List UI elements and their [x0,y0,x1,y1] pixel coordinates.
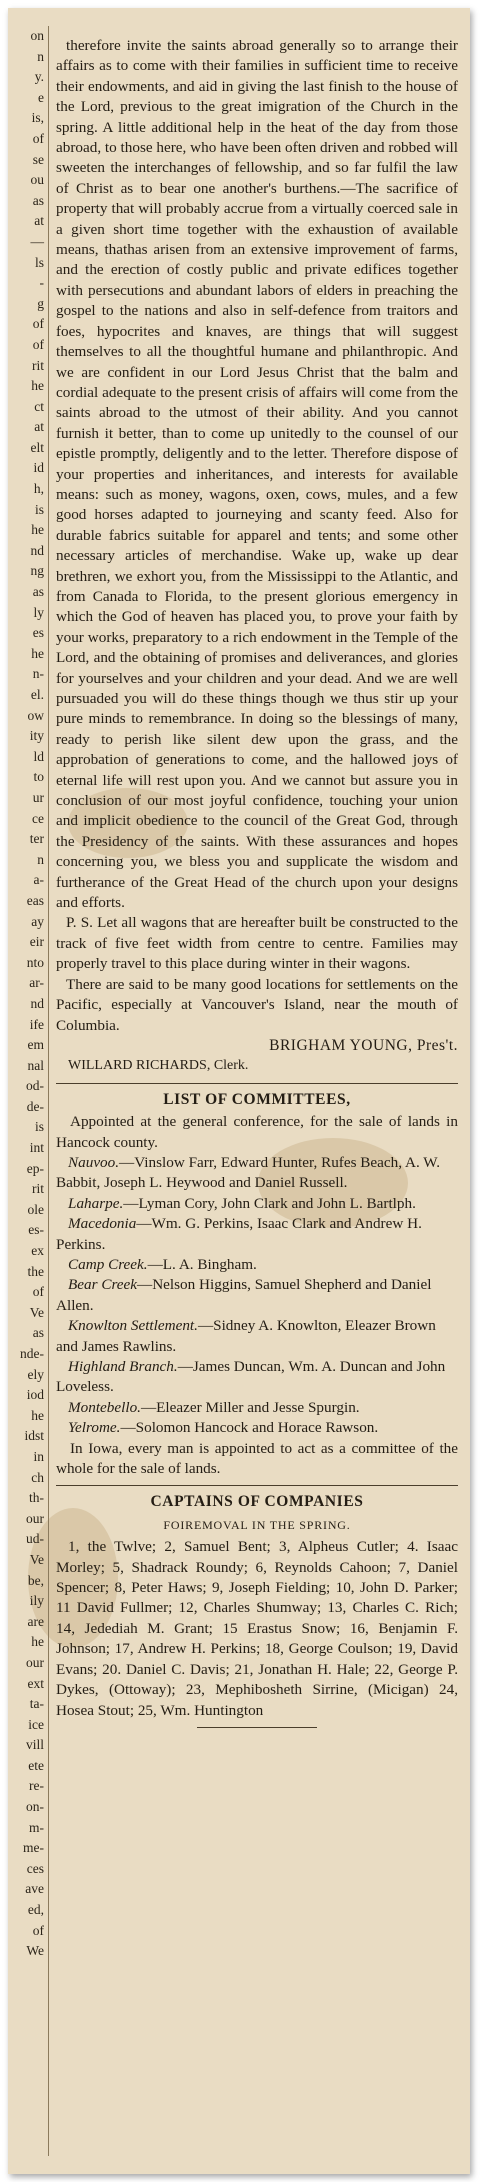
committee-place: Bear Creek [68,1276,138,1294]
margin-fragment: of [32,1284,44,1300]
committee-place: Yelrome. [68,1419,121,1437]
margin-fragment: g [37,295,44,311]
committee-entry [56,1275,458,1316]
margin-fragment: vill [25,1737,44,1753]
signature-clerk: WILLARD RICHARDS, Clerk. [68,1058,249,1074]
margin-fragment: ld [33,748,44,764]
margin-fragment: ar- [29,975,44,991]
margin-fragment: id [33,460,44,476]
margin-fragment: ls [34,254,44,270]
margin-fragment: nto [26,954,44,970]
margin-fragment: ta- [29,1696,44,1712]
committee-members: —James Duncan, Wm. A. Duncan and John Loveless. [56,1358,446,1396]
margin-fragment: are [27,1613,44,1629]
committee-entry [56,1255,458,1275]
margin-fragment: at [34,213,44,229]
margin-fragment: iod [26,1387,44,1403]
margin-fragment: y. [34,69,44,85]
captains-subheading: FOIREMOVAL IN THE SPRING. [163,1517,351,1532]
margin-fragment: ng [30,563,44,579]
margin-fragment: nde- [20,1346,44,1361]
margin-fragment: a- [33,872,44,888]
newspaper-clipping [8,8,470,2174]
committee-entry [56,1153,458,1194]
margin-fragment: h, [33,481,44,497]
margin-fragment: on [30,28,44,43]
margin-fragment: ly [33,604,44,620]
margin-fragment: ely [27,1366,44,1382]
committee-members: —Vinslow Farr, Edward Hunter, Rufes Beach, A. W. Babbit, Joseph L. Heywood and Daniel Russell. [56,1153,441,1192]
margin-fragment: n [37,48,44,64]
committee-entry [56,1398,458,1418]
margin-fragment: de- [26,1098,44,1114]
margin-fragment: ud- [26,1531,44,1547]
margin-fragment: nal [27,1057,44,1073]
margin-fragment: be, [27,1572,44,1588]
margin-fragment: rit [32,1181,44,1197]
margin-fragment: he [31,378,44,394]
margin-fragment: ter [29,831,44,847]
committee-place: Camp Creek. [68,1255,148,1273]
margin-fragment: he [31,522,44,538]
margin-fragment: — [30,233,44,249]
captains-heading: CAPTAINS OF COMPANIES [150,1493,364,1511]
margin-fragment: is [34,1119,44,1135]
margin-fragment: he [31,1407,44,1423]
captains-list: 1, the Twlve; 2, Samuel Bent; 3, Alpheus Cutler; 4. Isaac Morley; 5, Shadrack Roundy; 6, Reynolds Cahoon; 7, Daniel Spencer; 8, Peter Haws; 9, Joseph Fielding; 10, John D. Parker; 11 David Fullmer; 12, Charles Shumway; 13, Charles C. Rich; 14, Jedediah M. Grant; 15 Erastus Snow; 16, Benjamin F. Johnson; 17, Andrew H. Perkins; 18, George Coulson; 19, David Evans; 20. Daniel C. Davis; 21, Jonathan H. Hale; 22, George P. Dykes, (Ottoway); 23, Mephibosheth Sirrine, (Micigan) 24, Hosea Stout; 25, Wm. Huntington [56,1538,458,1719]
margin-fragment: ur [32,789,44,805]
margin-fragment: ow [27,707,44,723]
committee-members: —Solomon Hancock and Horace Rawson. [120,1419,379,1437]
section-divider [56,1485,458,1486]
margin-fragment: eir [29,934,44,950]
margin-fragment: as [32,1325,44,1341]
margin-fragment: ity [29,728,44,744]
locations-paragraph: There are said to be many good locations for settlements on the Pacific, especially at Vancouver's Island, near the mouth of Columbia. [56,975,458,1034]
margin-fragment: ext [27,1675,44,1691]
margin-fragment: We [26,1943,44,1959]
committee-place: Montebello. [68,1398,141,1416]
committee-place: Nauvoo. [68,1153,120,1171]
committee-place: Laharpe. [68,1194,124,1212]
margin-fragment: Ve [29,1304,44,1320]
committee-entry [56,1357,458,1398]
committee-members: —Lyman Cory, John Clark and John L. Bartlph. [123,1194,416,1212]
margin-fragment: of [32,316,44,332]
article-column [56,36,458,1728]
margin-fragment: ice [28,1716,44,1732]
margin-fragment: eas [26,892,44,908]
margin-fragment: ily [29,1593,44,1609]
margin-fragment: int [29,1140,44,1156]
committee-members: —Wm. G. Perkins, Isaac Clark and Andrew H. Perkins. [56,1215,422,1253]
committee-members: —Eleazer Miller and Jesse Spurgin. [140,1398,360,1416]
margin-fragment: Ve [29,1551,44,1567]
section-divider [197,1727,317,1728]
margin-fragment: n [37,851,44,867]
section-divider [56,1083,458,1084]
margin-fragment: ave [25,1881,44,1897]
margin-fragment: nd [30,542,44,558]
margin-fragment: ife [29,1016,44,1032]
margin-fragment: our [26,1510,44,1526]
margin-fragment: ex [31,1243,44,1259]
margin-fragment: od- [26,1078,44,1094]
committee-list [56,1153,458,1439]
margin-fragment: ce [32,810,44,826]
margin-fragment: on- [26,1799,44,1815]
committees-heading: LIST OF COMMITTEES, [163,1090,351,1108]
margin-fragment: he [31,645,44,661]
margin-fragment: ou [30,172,44,188]
margin-fragment: he [31,1634,44,1650]
committee-members: —L. A. Bingham. [147,1255,257,1273]
iowa-note: In Iowa, every man is appointed to act as a committee of the whole for the sale of lands. [56,1439,458,1478]
committee-place: Macedonia [68,1215,137,1233]
margin-fragment: ed, [27,1902,44,1918]
margin-fragment: to [33,769,44,785]
margin-fragment: ch [31,1469,44,1485]
margin-fragment: of [32,336,44,352]
committee-members: —Nelson Higgins, Samuel Shepherd and Daniel Allen. [56,1276,432,1314]
margin-fragment: ole [27,1201,44,1217]
margin-fragment: ct [34,398,44,414]
margin-fragment: - [39,275,44,291]
margin-fragment: ep- [26,1160,44,1176]
margin-fragment: is, [31,110,44,126]
margin-fragment: of [32,130,44,146]
margin-fragment: as [32,584,44,600]
margin-fragment: nd [30,995,44,1011]
margin-fragment: me- [23,1840,44,1856]
committee-entry [56,1214,458,1255]
committee-entry [56,1418,458,1438]
margin-fragment: in [33,1448,44,1464]
margin-fragment: m- [29,1819,44,1835]
margin-fragment: el. [30,687,44,702]
margin-fragment: e [38,89,44,105]
committee-entry [56,1194,458,1214]
margin-fragment: at [34,419,44,435]
margin-fragment: as [32,192,44,208]
margin-fragment: es- [28,1222,44,1238]
postscript-paragraph: P. S. Let all wagons that are hereafter built be constructed to the track of five feet width from centre to centre. Families may properly travel to this place during winter in their wagons. [56,914,458,973]
margin-fragment: se [32,151,44,167]
committees-intro: Appointed at the general conference, for the sale of lands in Hancock county. [56,1113,458,1151]
margin-fragment: rit [32,357,44,373]
margin-fragment: em [27,1037,44,1053]
margin-fragment: our [26,1654,44,1670]
margin-fragment: n- [32,666,44,682]
margin-fragment: is [34,501,44,517]
signature-name: BRIGHAM YOUNG, Pres't. [269,1036,458,1054]
committee-entry [56,1316,458,1357]
margin-fragment: of [32,1922,44,1938]
committee-members: —Sidney A. Knowlton, Eleazer Brown and James Rawlins. [56,1317,436,1355]
committee-place: Knowlton Settlement. [68,1317,198,1335]
margin-fragment: the [27,1263,44,1279]
margin-fragment: ces [26,1860,44,1876]
committee-place: Highland Branch. [68,1358,178,1375]
article-paragraph: therefore invite the saints abroad generally so to arrange their affairs as to come with their families in sufficient time to receive their endowments, and aid in giving the last finish to the house of the Lord, previous to the great imigration of the Church in the spring. A little additional help in the heat of the day from those abroad, to those here, who have been often driven and robbed will sweeten the interchanges of fellowship, and so far fulfil the law of Christ as to bear one another's burthens.—The sacrifice of property that will probably accrue from a virtually coerced sale in a given short time together with the exhaustion of available means, thathas arisen from an extensive improvement of farms, and the erection of costly public and private edifices together with persecutions and abundant labors of elders in preaching the gospel to the nations and also in self-defence from traitors and foes, hypocrites and knaves, are things that will suggest themselves to all the thoughtful humane and philanthropic. And we are confident in our Lord Jesus Christ that the balm and cordial adequate to the present crisis of affairs will come from the saints abroad to the utmost of their ability. And you cannot furnish it better, than to come up unitedly to the counsel of our epistle promptly, deligently and to the letter. Therefore dispose of your properties and inheritances, and interests for available means: such as money, wagons, oxen, cows, mules, and a few good horses adapted to journeying and scanty feed. Also for durable fabrics suitable for apparel and tents; and some other necessary articles of merchandise. Wake up, wake up dear brethren, we exhort you, from the Mississippi to the Atlantic, and from Canada to Florida, to the present glorious emergency in which the God of heaven has placed you, to prove your faith by your works, preparatory to a rich endowment in the Temple of the Lord, and the obtaining of promises and deliverances, and glories for yourselves and your children and your dead. And we are well pursuaded you will do these things though we thus stir up your pure minds to remembrance. In doing so the blessings of many, ready to perish like silent dew upon the grass, and the approbation of generations to come, and the hallowed joys of eternal life will rest upon you. And we cannot but assure you in conclusion of our most joyful confidence, touching your union and implicit obedience to the council of the Great God, through the Presidency of the saints. With these assurances and hopes concerning you, we bless you and supplicate the wisdom and furtherance of the Great Head of the church upon your designs and efforts. [56,37,458,912]
margin-fragment: ete [28,1757,44,1773]
margin-fragment: th- [29,1490,44,1506]
margin-fragment: ay [31,913,44,929]
margin-fragment: elt [30,439,44,455]
margin-fragment: re- [29,1778,44,1794]
margin-fragment: idst [24,1428,44,1444]
left-column-fragments [8,26,49,2156]
margin-fragment: es [32,625,44,641]
